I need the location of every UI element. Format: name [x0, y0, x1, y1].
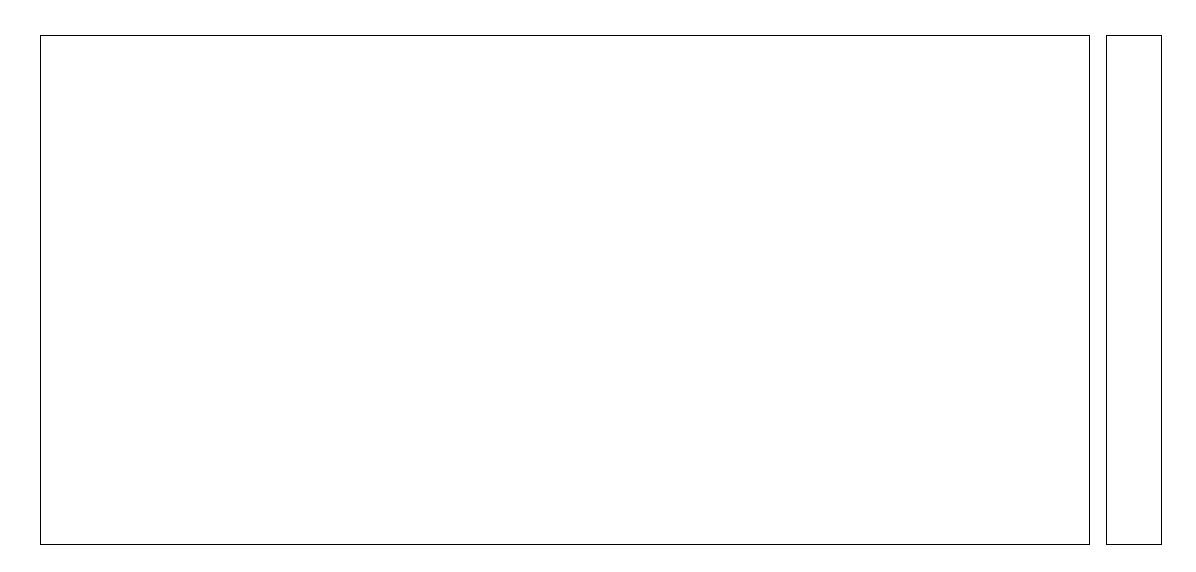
- x-axis-labels: [40, 547, 1090, 565]
- y-axis-labels: [0, 35, 33, 545]
- colorbar: [1106, 35, 1162, 545]
- heatmap-grid: [40, 35, 1090, 545]
